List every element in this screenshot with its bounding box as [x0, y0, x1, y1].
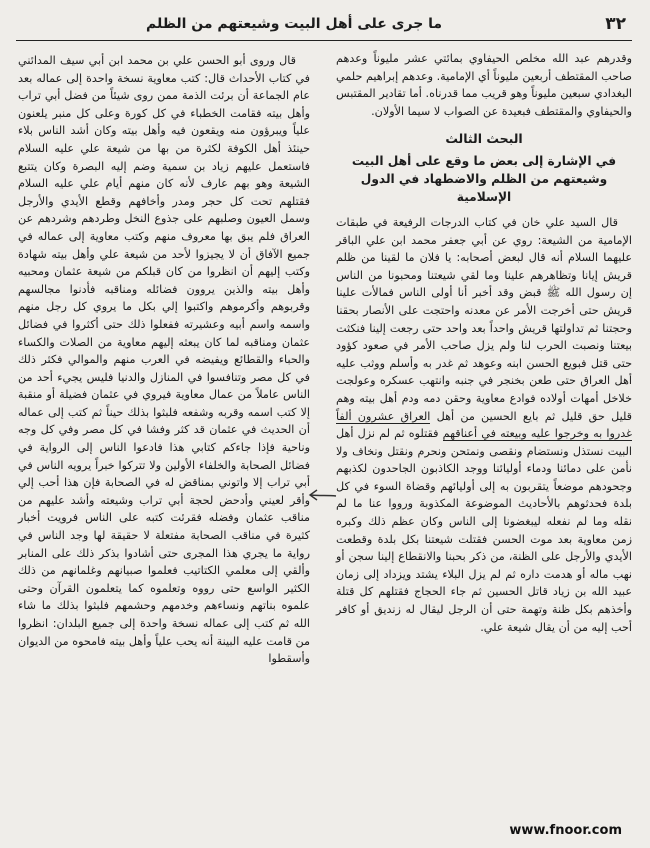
right-column — [336, 50, 632, 636]
page-header — [16, 10, 632, 41]
running-title: ما جرى على أهل البيت وشيعتهم من الظلم — [146, 16, 443, 32]
intro-paragraph: وقدرهم عبد الله مخلص الحيفاوي بمائتي عشر مليوناً وعدهم صاحب المقتطف أربعين مليوناً أي الإمامية. وعدهم إبراهيم حلمي البغدادي سبعين مليوناً وهو قريب مما قدرناه. أما تقادير المقتبس والحيفاوي والمقتطف فبعيدة عن الصواب لا سيما الأولان. — [336, 52, 632, 118]
page-number: ٣٢ — [605, 14, 626, 34]
website-watermark: www.fnoor.com — [509, 823, 622, 838]
narration-paragraph — [336, 214, 632, 636]
left-column — [18, 52, 310, 668]
underlined-text: العراق عشرون ألفاً غدروا به وخرجوا عليه وبيعته في أعناقهم — [336, 409, 632, 441]
section-heading: البحث الثالث — [445, 131, 523, 147]
section-subheading: في الإشارة إلى بعض ما وقع على أهل البيت وشيعتهم من الظلم والاضطهاد في الدول الإسلامية — [351, 153, 617, 204]
hand-drawn-arrow-icon — [306, 487, 338, 503]
narration-text-after: فقتلوه ثم لم نزل أهل البيت نستذل ونستضام ونقصى ونمتحن ونحرم ونقتل ونخاف ولا نأمن على دمائنا ودماء أوليائنا ووجد الكاذبون الجاحدون لكذبهم وجحودهم موضعاً يتقربون به إلى أوليائهم وقضاة السوء في كل بلدة فحدثوهم بالأحاديث الموضوعة المكذوبة ورووا عنا ما لم نقله وما لم نفعله ليبغضونا إلى الناس وكان عظم ذلك وكبره زمن معاوية بعد موت الحسن فقتلت شيعتنا بكل بلدة وقطعت الأيدي والأرجل على الظنة، من ذكر بحبنا والانقطاع إلينا سجن أو نهب ماله أو هدمت داره ثم لم يزل البلاء يشتد ويزداد إلى زمان عبيد الله بن زياد قاتل الحسين ثم جاء الحجاج فقتلهم كل قتلة وأخذهم بكل ظنة وتهمة حتى أن الرجل ليقال له زنديق أو كافر أحب إليه من أن يقال شيعة علي. — [336, 427, 632, 634]
narration-text-before: قال السيد علي خان في كتاب الدرجات الرفيعة في طبقات الإمامية من الشيعة: روي عن أبي جعفر محمد ابن علي الباقر عليهما السلام أنه قال لبعض أصحابه: يا فلان ما لقينا من ظلم قريش إيانا وتظاهرهم علينا وما لقي شيعتنا ومحبونا من الناس إن رسول الله ﷺ قبض وقد أخبر أنا أولى الناس فمالأت علينا قريش حتى أخرجت الأمر عن معدنه واحتجت على الأنصار بحقنا وحجتنا ثم تداولتها قريش واحداً بعد واحد حتى رجعت إلينا فنكثت بيعتنا ونصبت الحرب لنا ولم يزل صاحب الأمر في صعود كؤود حتى قتل فبويع الحسن ابنه وعوهد ثم غدر به وأسلم ووثب عليه أهل العراق حتى طعن بخنجر في جنبه وانتهب عسكره وعولجت خلاخل أمهات أولاده فوادع معاوية وحقن دمه ودم أهل بيته وهم قليل حق قليل ثم بايع الحسين من أهل — [336, 215, 632, 423]
madaini-report-paragraph: قال وروى أبو الحسن علي بن محمد ابن أبي سيف المدائني في كتاب الأحداث قال: كتب معاوية نسخة واحدة إلى عماله بعد عام الجماعة أن برئت الذمة ممن روى شيئاً من فضل أبي تراب وأهل بيته فقامت الخطباء في كل كورة وعلى كل منبر يلعنون علياً ويبرؤون منه ويقعون فيه وأهل بيته وكان أشد الناس بلاء حينئذ أهل الكوفة لكثرة من بها من شيعة علي عليه السلام فاستعمل عليهم زياد بن سمية وضم إليه البصرة وكان يتتبع الشيعة وهو بهم عارف لأنه كان منهم أيام علي عليه السلام فقتلهم تحت كل حجر ومدر وأخافهم وقطع الأيدي والأرجل وسمل العيون وصلبهم على جذوع النخل وطردهم وشردهم عن العراق فلم يبق بها معروف منهم وكتب معاوية إلى عماله في جميع الآفاق أن لا يجيزوا لأحد من شيعة علي وأهل بيته شهادة وكتب إليهم أن انظروا من كان قبلكم من شيعة عثمان ومحبيه وأهل بيته والذين يروون فضائله ومناقبه فأدنوا مجالسهم وقربوهم وأكرموهم واكتبوا إلي بكل ما يروي كل رجل منهم واسمه واسم أبيه وعشيرته ففعلوا ذلك حتى أكثروا في فضائل عثمان ومناقبه لما كان يبعثه إليهم معاوية من الصلات والكساء والحباء والقطائع ويفيضه في العرب منهم والموالي فكثر ذلك في كل مصر وتنافسوا في المنازل والدنيا فليس يجيء أحد من الناس عاملاً من عمال معاوية فيروي في عثمان فضيلة أو منقبة إلا كتب اسمه وقربه وشفعه فلبثوا بذلك حيناً ثم كتب إلى عماله أن الحديث في عثمان قد كثر وفشا في كل مصر وفي كل وجه وناحية فإذا جاءكم كتابي هذا فادعوا الناس إلى الرواية في فضائل الصحابة والخلفاء الأولين ولا تتركوا خبراً يرويه الناس في أبي تراب إلا واتوني بمناقض له في الصحابة فإن هذا أحب إلي وأقر لعيني وأدحض لحجة أبي تراب وشيعته وأشد عليهم من مناقب عثمان وفضله فقرئت كتبه على الناس فرويت أخبار كثيرة في مناقب الصحابة مفتعلة لا حقيقة لها وجد الناس في رواية ما يجري هذا المجرى حتى أشادوا بذكر ذلك على المنابر وألقي إلى معلمي الكتاتيب فعلموا صبيانهم وغلمانهم من ذلك الكثير الواسع حتى رووه وتعلموه كما يتعلمون القرآن وحتى علموه بناتهم ونساءهم وخدمهم وحشمهم فلبثوا بذلك ما شاء الله ثم كتب إلى عماله نسخة واحدة إلى جميع البلدان: انظروا من قامت عليه البينة أنه يحب علياً وأهل بيته فامحوه من الديوان وأسقطوا — [18, 54, 310, 666]
